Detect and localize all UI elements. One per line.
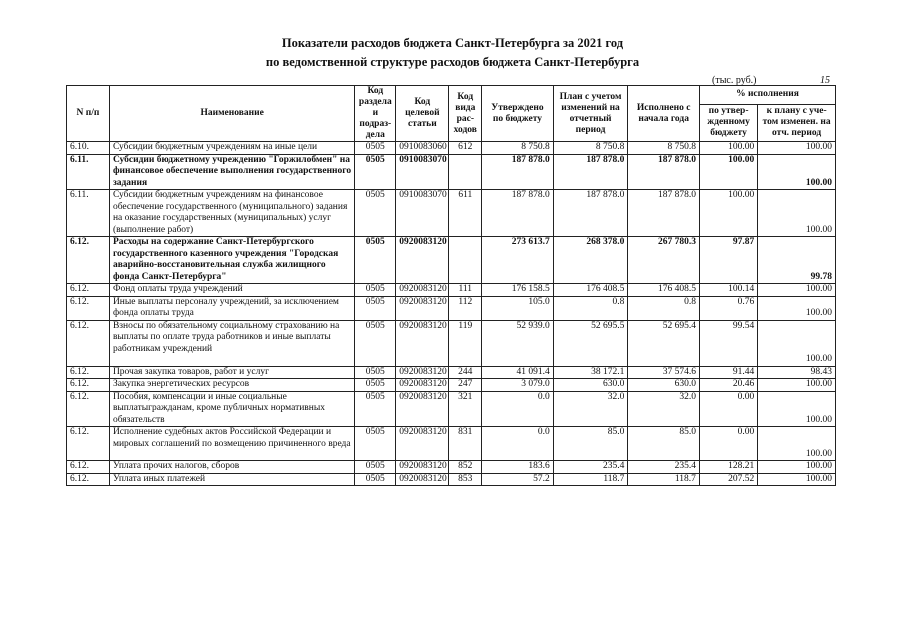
row-celevaya: 0920083120 xyxy=(396,427,449,461)
row-pct-utv: 99.54 xyxy=(699,320,757,366)
row-isp: 118.7 xyxy=(628,473,700,486)
units-label: (тыс. руб.) xyxy=(712,75,757,86)
table-row xyxy=(67,142,836,155)
table-row xyxy=(67,461,836,474)
row-pct-plan: 100.00 xyxy=(758,391,836,427)
row-razdel: 0505 xyxy=(355,461,396,474)
row-vid xyxy=(449,237,482,284)
row-isp: 267 780.3 xyxy=(628,237,700,284)
row-vid: 612 xyxy=(449,142,482,155)
row-pct-utv: 0.00 xyxy=(699,391,757,427)
row-name: Прочая закупка товаров, работ и услуг xyxy=(109,366,354,379)
table-row xyxy=(67,473,836,486)
row-pct-plan: 100.00 xyxy=(758,142,836,155)
row-utv: 105.0 xyxy=(482,296,554,320)
row-name: Расходы на содержание Санкт-Петербургского государственного казенного учреждения "Городская аварийно-восстановительная служба жилищного фонда Санкт-Петербурга" xyxy=(109,237,354,284)
row-celevaya: 0910083070 xyxy=(396,154,449,190)
header-pct-plan: к плану с уче-том изменен. на отч. период xyxy=(758,104,836,141)
header-isp: Исполнено с начала года xyxy=(628,86,700,142)
row-celevaya: 0920083120 xyxy=(396,379,449,392)
row-pct-plan: 100.00 xyxy=(758,427,836,461)
row-vid: 321 xyxy=(449,391,482,427)
row-vid: 111 xyxy=(449,284,482,297)
row-name: Субсидии бюджетным учреждениям на финансовое обеспечение государственного (муниципального) задания на оказание государственных (муниципальных) услуг (выполнение работ) xyxy=(109,190,354,237)
row-plan: 630.0 xyxy=(553,379,628,392)
row-utv: 3 079.0 xyxy=(482,379,554,392)
row-pct-utv: 100.14 xyxy=(699,284,757,297)
report-title-line1: Показатели расходов бюджета Санкт-Петербурга за 2021 год xyxy=(281,36,624,50)
row-celevaya: 0920083120 xyxy=(396,320,449,366)
row-isp: 187 878.0 xyxy=(628,154,700,190)
row-pct-utv: 97.87 xyxy=(699,237,757,284)
row-pct-utv: 91.44 xyxy=(699,366,757,379)
row-num: 6.12. xyxy=(67,461,110,474)
row-isp: 176 408.5 xyxy=(628,284,700,297)
row-pct-utv: 0.00 xyxy=(699,427,757,461)
row-plan: 38 172.1 xyxy=(553,366,628,379)
row-pct-plan: 100.00 xyxy=(758,379,836,392)
row-pct-utv: 100.00 xyxy=(699,154,757,190)
row-vid: 852 xyxy=(449,461,482,474)
expenses-table xyxy=(66,85,836,486)
row-plan: 235.4 xyxy=(553,461,628,474)
row-pct-plan: 100.00 xyxy=(758,461,836,474)
row-celevaya: 0920083120 xyxy=(396,461,449,474)
header-num: N п/п xyxy=(67,86,110,142)
row-pct-plan: 98.43 xyxy=(758,366,836,379)
row-pct-plan: 100.00 xyxy=(758,154,836,190)
row-pct-utv: 100.00 xyxy=(699,142,757,155)
table-body xyxy=(67,142,836,486)
row-utv: 176 158.5 xyxy=(482,284,554,297)
row-pct-plan: 99.78 xyxy=(758,237,836,284)
row-name: Фонд оплаты труда учреждений xyxy=(109,284,354,297)
row-pct-plan: 100.00 xyxy=(758,473,836,486)
row-celevaya: 0920083120 xyxy=(396,284,449,297)
table-row xyxy=(67,284,836,297)
row-pct-utv: 100.00 xyxy=(699,190,757,237)
row-razdel: 0505 xyxy=(355,473,396,486)
header-utv: Утверждено по бюджету xyxy=(482,86,554,142)
table-row xyxy=(67,391,836,427)
row-utv: 273 613.7 xyxy=(482,237,554,284)
row-isp: 235.4 xyxy=(628,461,700,474)
row-isp: 8 750.8 xyxy=(628,142,700,155)
header-percent: % исполнения xyxy=(699,86,835,105)
row-num: 6.12. xyxy=(67,427,110,461)
row-celevaya: 0910083070 xyxy=(396,190,449,237)
row-pct-plan: 100.00 xyxy=(758,284,836,297)
row-name: Уплата прочих налогов, сборов xyxy=(109,461,354,474)
row-vid: 247 xyxy=(449,379,482,392)
row-pct-plan: 100.00 xyxy=(758,320,836,366)
row-num: 6.12. xyxy=(67,391,110,427)
row-num: 6.12. xyxy=(67,237,110,284)
row-num: 6.11. xyxy=(67,154,110,190)
row-razdel: 0505 xyxy=(355,190,396,237)
row-pct-utv: 207.52 xyxy=(699,473,757,486)
row-utv: 52 939.0 xyxy=(482,320,554,366)
row-plan: 8 750.8 xyxy=(553,142,628,155)
row-vid: 244 xyxy=(449,366,482,379)
row-num: 6.12. xyxy=(67,473,110,486)
row-num: 6.12. xyxy=(67,296,110,320)
row-vid: 831 xyxy=(449,427,482,461)
row-pct-utv: 20.46 xyxy=(699,379,757,392)
row-plan: 268 378.0 xyxy=(553,237,628,284)
row-utv: 0.0 xyxy=(482,391,554,427)
row-name: Исполнение судебных актов Российской Федерации и мировых соглашений по возмещению причиненного вреда xyxy=(109,427,354,461)
table-row xyxy=(67,320,836,366)
row-utv: 187 878.0 xyxy=(482,190,554,237)
row-plan: 118.7 xyxy=(553,473,628,486)
row-num: 6.12. xyxy=(67,284,110,297)
row-razdel: 0505 xyxy=(355,154,396,190)
table-row xyxy=(67,237,836,284)
row-pct-utv: 0.76 xyxy=(699,296,757,320)
row-plan: 0.8 xyxy=(553,296,628,320)
row-razdel: 0505 xyxy=(355,237,396,284)
header-plan: План с учетом изменений на отчетный период xyxy=(553,86,628,142)
row-num: 6.11. xyxy=(67,190,110,237)
page-number: 15 xyxy=(820,75,830,86)
row-num: 6.10. xyxy=(67,142,110,155)
row-vid: 853 xyxy=(449,473,482,486)
row-vid: 112 xyxy=(449,296,482,320)
table-row xyxy=(67,379,836,392)
row-isp: 0.8 xyxy=(628,296,700,320)
header-name: Наименование xyxy=(109,86,354,142)
table-row xyxy=(67,154,836,190)
row-razdel: 0505 xyxy=(355,379,396,392)
row-num: 6.12. xyxy=(67,320,110,366)
row-pct-plan: 100.00 xyxy=(758,190,836,237)
row-name: Субсидии бюджетным учреждениям на иные цели xyxy=(109,142,354,155)
row-isp: 630.0 xyxy=(628,379,700,392)
row-celevaya: 0910083060 xyxy=(396,142,449,155)
header-celevaya: Код целевой статьи xyxy=(396,86,449,142)
row-num: 6.12. xyxy=(67,379,110,392)
row-utv: 183.6 xyxy=(482,461,554,474)
row-plan: 52 695.5 xyxy=(553,320,628,366)
row-utv: 187 878.0 xyxy=(482,154,554,190)
header-vid: Код вида рас-ходов xyxy=(449,86,482,142)
row-isp: 37 574.6 xyxy=(628,366,700,379)
row-razdel: 0505 xyxy=(355,427,396,461)
row-vid: 119 xyxy=(449,320,482,366)
header-razdel: Код раздела и подраз-дела xyxy=(355,86,396,142)
row-vid: 611 xyxy=(449,190,482,237)
row-utv: 57.2 xyxy=(482,473,554,486)
row-plan: 187 878.0 xyxy=(553,190,628,237)
row-utv: 0.0 xyxy=(482,427,554,461)
row-plan: 32.0 xyxy=(553,391,628,427)
row-razdel: 0505 xyxy=(355,320,396,366)
report-title-line2: по ведомственной структуре расходов бюджета Санкт-Петербурга xyxy=(265,55,640,69)
row-plan: 85.0 xyxy=(553,427,628,461)
row-plan: 187 878.0 xyxy=(553,154,628,190)
table-row xyxy=(67,427,836,461)
row-plan: 176 408.5 xyxy=(553,284,628,297)
row-razdel: 0505 xyxy=(355,366,396,379)
row-celevaya: 0920083120 xyxy=(396,296,449,320)
row-vid xyxy=(449,154,482,190)
row-celevaya: 0920083120 xyxy=(396,391,449,427)
row-name: Иные выплаты персоналу учреждений, за исключением фонда оплаты труда xyxy=(109,296,354,320)
row-utv: 8 750.8 xyxy=(482,142,554,155)
row-name: Пособия, компенсации и иные социальные выплатыгражданам, кроме публичных нормативных обязательств xyxy=(109,391,354,427)
row-name: Взносы по обязательному социальному страхованию на выплаты по оплате труда работников и иные выплаты работникам учреждений xyxy=(109,320,354,366)
row-celevaya: 0920083120 xyxy=(396,237,449,284)
row-isp: 52 695.4 xyxy=(628,320,700,366)
row-name: Уплата иных платежей xyxy=(109,473,354,486)
row-name: Субсидии бюджетному учреждению "Горжилобмен" на финансовое обеспечение выполнения государственного задания xyxy=(109,154,354,190)
row-razdel: 0505 xyxy=(355,296,396,320)
table-row xyxy=(67,366,836,379)
row-isp: 32.0 xyxy=(628,391,700,427)
row-num: 6.12. xyxy=(67,366,110,379)
row-pct-utv: 128.21 xyxy=(699,461,757,474)
row-celevaya: 0920083120 xyxy=(396,366,449,379)
row-pct-plan: 100.00 xyxy=(758,296,836,320)
row-utv: 41 091.4 xyxy=(482,366,554,379)
row-razdel: 0505 xyxy=(355,284,396,297)
row-name: Закупка энергетических ресурсов xyxy=(109,379,354,392)
table-row xyxy=(67,190,836,237)
row-razdel: 0505 xyxy=(355,142,396,155)
row-isp: 85.0 xyxy=(628,427,700,461)
table-row xyxy=(67,296,836,320)
header-pct-utv: по утвер-жденному бюджету xyxy=(699,104,757,141)
row-celevaya: 0920083120 xyxy=(396,473,449,486)
row-isp: 187 878.0 xyxy=(628,190,700,237)
row-razdel: 0505 xyxy=(355,391,396,427)
